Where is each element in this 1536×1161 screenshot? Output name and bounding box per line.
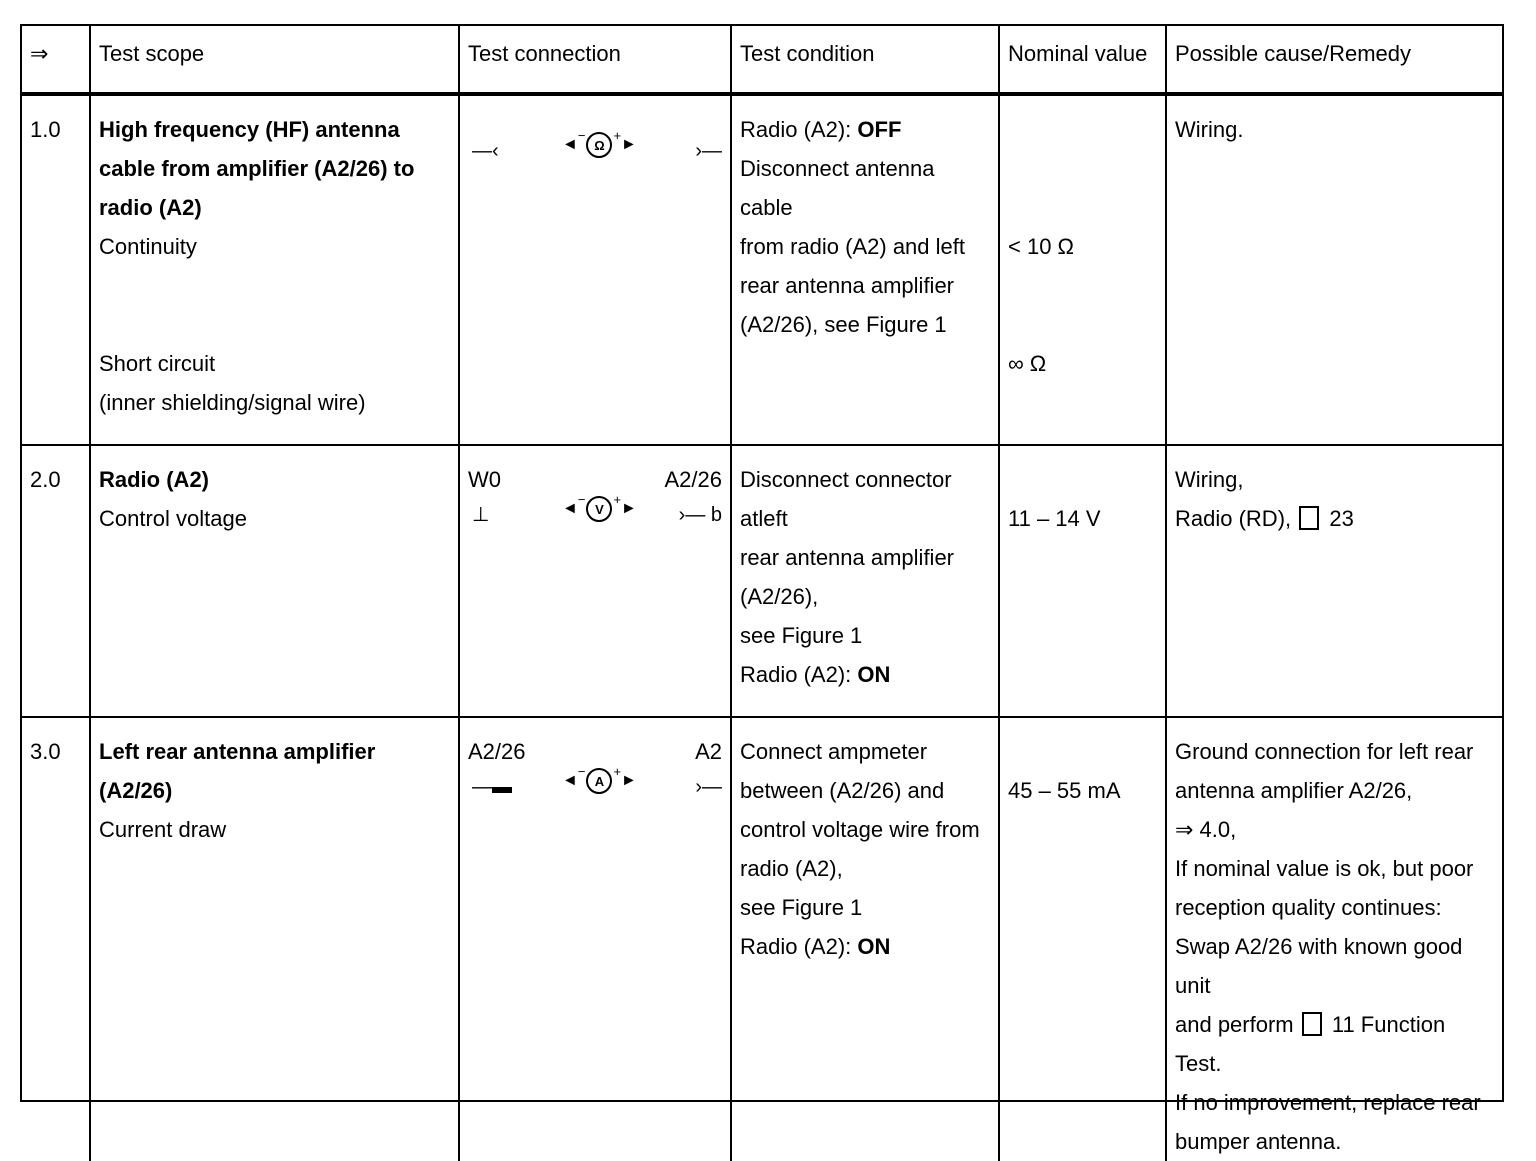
header-test-connection: Test connection [459,26,731,94]
condition-line: from radio (A2) and left [740,234,965,259]
remedy-line: Wiring. [1175,117,1244,142]
left-terminal-label: W0 [468,467,501,492]
condition-line: see Figure 1 [740,623,863,648]
connection-diagram [468,460,722,530]
nominal-continuity: < 10 Ω [1008,234,1074,259]
scope-title-line: cable from amplifier (A2/26) to [99,156,415,181]
remedy-line: Radio (RD), 23 [1175,506,1354,531]
ohmmeter-icon: ◄ − Ω + ► [562,132,637,158]
scope-subtitle: Current draw [99,817,227,842]
scope-title-line: Left rear antenna amplifier (A2/26) [99,739,376,803]
remedy-line: reception quality continues: [1175,895,1442,920]
step-number: 2.0 [22,445,90,717]
condition-line: Radio (A2): OFF [740,117,902,142]
remedy-line: and perform 11 Function Test. [1175,1012,1446,1076]
right-connector-symbol: ›— [695,140,722,162]
condition-line: Radio (A2): ON [740,934,891,959]
condition-line: Radio (A2): ON [740,662,891,687]
table-row [22,717,1502,1161]
nominal-voltage: 11 – 14 V [1008,506,1101,531]
remedy-line: ⇒ 4.0, [1175,817,1237,842]
ground-symbol: ⊥ [472,504,490,526]
connection-diagram [468,110,722,180]
condition-line: between (A2/26) and [740,778,945,803]
test-condition-cell [731,94,999,445]
right-terminal-label: A2 [695,739,722,764]
condition-line: (A2/26), see Figure 1 [740,312,947,337]
test-scope-cell [90,94,459,445]
manual-reference-box-icon [1302,1012,1322,1036]
remedy-line: If nominal value is ok, but poor [1175,856,1474,881]
scope-subtitle: Continuity [99,234,197,259]
test-table-sheet [20,24,1504,1154]
table-row [22,94,1502,445]
left-connector-symbol: —▬ [472,776,512,798]
scope-extra-line: (inner shielding/signal wire) [99,390,366,415]
header-nominal-value: Nominal value [999,26,1166,94]
remedy-cell [1166,94,1502,445]
remedy-line: Wiring, [1175,467,1244,492]
test-connection-cell [459,717,731,1161]
remedy-cell [1166,717,1502,1161]
step-number: 1.0 [22,94,90,445]
remedy-line: antenna amplifier A2/26, [1175,778,1413,803]
condition-line: (A2/26), [740,584,819,609]
header-possible-cause: Possible cause/Remedy [1166,26,1502,94]
remedy-line: bumper antenna. [1175,1129,1342,1154]
nominal-current: 45 – 55 mA [1008,778,1121,803]
remedy-line: Ground connection for left rear [1175,739,1474,764]
right-terminal-label: A2/26 [664,467,722,492]
header-test-condition: Test condition [731,26,999,94]
condition-line: control voltage wire from [740,817,980,842]
remedy-line: Swap A2/26 with known good unit [1175,934,1463,998]
header-test-scope: Test scope [90,26,459,94]
scope-title-line: High frequency (HF) antenna [99,117,400,142]
nominal-value-cell [999,445,1166,717]
right-connector-symbol: ›— [695,776,722,798]
scope-subtitle: Control voltage [99,506,247,531]
scope-title-line: radio (A2) [99,195,202,220]
scope-extra-line: Short circuit [99,351,216,376]
left-terminal-label: A2/26 [468,739,526,764]
test-connection-cell [459,445,731,717]
header-arrow: ⇒ [22,26,90,94]
condition-line: Disconnect antenna cable [740,156,935,220]
nominal-short-circuit: ∞ Ω [1008,351,1047,376]
nominal-value-cell [999,94,1166,445]
connection-diagram [468,732,722,802]
condition-line: see Figure 1 [740,895,863,920]
test-scope-cell [90,445,459,717]
right-connector-symbol: ›— b [678,504,722,526]
voltmeter-icon: ◄ − V + ► [562,496,637,522]
test-connection-cell [459,94,731,445]
condition-line: Disconnect connector atleft [740,467,952,531]
table-row [22,445,1502,717]
condition-line: rear antenna amplifier [740,545,955,570]
condition-line: Connect ampmeter [740,739,928,764]
test-scope-cell [90,717,459,1161]
nominal-value-cell [999,717,1166,1161]
test-condition-cell [731,717,999,1161]
ammeter-icon: ◄ − A + ► [562,768,637,794]
manual-reference-box-icon [1299,506,1319,530]
condition-line: rear antenna amplifier [740,273,955,298]
left-connector-symbol: —‹ [472,140,499,162]
table-header-row [22,26,1502,94]
remedy-cell [1166,445,1502,717]
condition-line: radio (A2), [740,856,843,881]
scope-title-line: Radio (A2) [99,467,209,492]
step-number: 3.0 [22,717,90,1161]
test-table [22,26,1502,1161]
remedy-line: If no improvement, replace rear [1175,1090,1481,1115]
test-condition-cell [731,445,999,717]
